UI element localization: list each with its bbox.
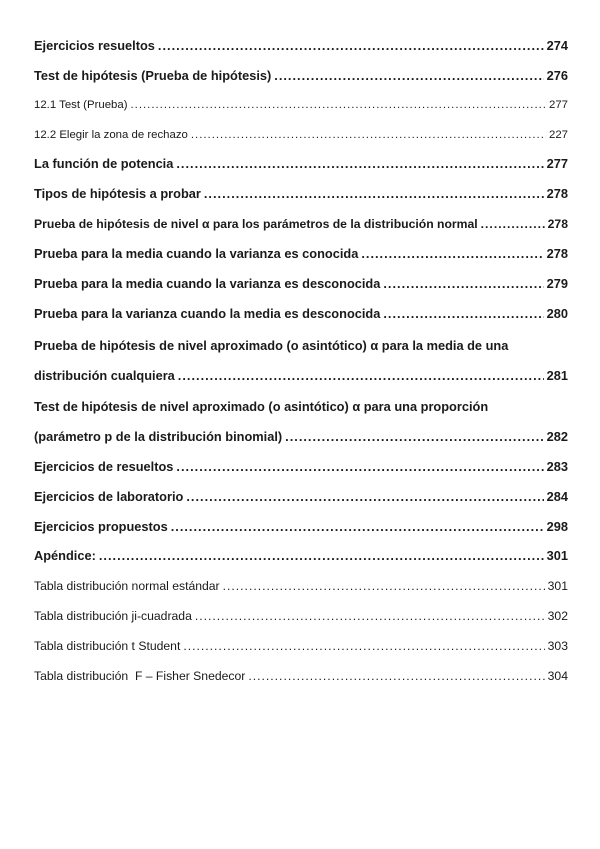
toc-entry-funcion-potencia [34,156,568,172]
toc-entry-title: Ejercicios de laboratorio [34,489,184,504]
toc-entry-apendice [34,548,568,564]
toc-entry-page: 281 [546,368,568,383]
toc-entry-tabla-t-student [34,638,568,654]
toc-entry-page: 301 [547,579,568,593]
toc-entry-title: (parámetro p de la distribución binomial) [34,429,283,444]
dot-leader [383,276,543,292]
dot-leader [186,489,543,505]
toc-entry-page: 278 [547,217,568,231]
dot-leader [481,216,545,232]
toc-entry-page: 227 [548,129,568,141]
dot-leader [191,127,546,143]
toc-entry-title: Prueba para la media cuando la varianza es desconocida [34,276,381,291]
toc-entry-page: 278 [546,246,568,261]
toc-entry-12-2-zona-rechazo [34,127,568,143]
toc-entry-tabla-ji-cuadrada [34,608,568,624]
toc-entry-title: 12.2 Elegir la zona de rechazo [34,129,188,141]
dot-leader [176,156,543,172]
toc-entry-page: 302 [547,609,568,623]
dot-leader [285,429,543,445]
toc-entry-parametro-p-binomial [34,429,568,445]
toc-entry-page: 277 [548,99,568,111]
toc-entry-ejercicios-resueltos [34,38,568,54]
toc-entry-page: 298 [546,519,568,534]
dot-leader [274,68,543,84]
toc-entry-page: 303 [547,639,568,653]
toc-entry-title: Tabla distribución F – Fisher Snedecor [34,669,246,683]
dot-leader [158,38,544,54]
toc-entry-12-1-test [34,97,568,113]
toc-entry-title: La función de potencia [34,156,174,171]
toc-entry-page: 278 [546,186,568,201]
toc-entry-page: 284 [546,489,568,504]
toc-entry-title: Tabla distribución t Student [34,639,181,653]
toc-entry-test-de-hipotesis [34,68,568,84]
dot-leader [248,668,544,684]
toc-entry-distribucion-cualquiera [34,368,568,384]
dot-leader [176,459,543,475]
dot-leader [383,306,543,322]
dot-leader [131,97,546,113]
toc-entry-title: Prueba para la media cuando la varianza es conocida [34,246,359,261]
toc-entry-page: 304 [547,669,568,683]
dot-leader [178,368,544,384]
toc-entry-tabla-normal [34,578,568,594]
toc-entry-ejercicios-laboratorio [34,489,568,505]
toc-entry-title: Ejercicios propuestos [34,519,168,534]
toc-entry-title-continued: Prueba de hipótesis de nivel aproximado (o asintótico) α para la media de una [34,338,509,353]
toc-entry-title: distribución cualquiera [34,368,175,383]
toc-entry-page: 276 [546,68,568,83]
toc-entry-title: Tabla distribución normal estándar [34,579,220,593]
toc-entry-title: Tipos de hipótesis a probar [34,186,201,201]
dot-leader [183,638,544,654]
dot-leader [99,548,544,564]
toc-entry-title: 12.1 Test (Prueba) [34,99,128,111]
toc-entry-title: Tabla distribución ji-cuadrada [34,609,192,623]
toc-entry-title: Ejercicios resueltos [34,38,155,53]
toc-entry-title: Prueba de hipótesis de nivel α para los parámetros de la distribución normal [34,217,478,231]
toc-entry-tabla-f-fisher [34,668,568,684]
dot-leader [195,608,545,624]
toc-entry-page: 277 [546,156,568,171]
toc-entry-title-continued: Test de hipótesis de nivel aproximado (o asintótico) α para una proporción [34,399,489,414]
dot-leader [171,519,544,535]
toc-entry-title: Ejercicios de resueltos [34,459,174,474]
toc-entry-title: Prueba para la varianza cuando la media es desconocida [34,306,381,321]
toc-entry-page: 283 [546,459,568,474]
toc-entry-page: 280 [546,306,568,321]
toc-entry-prueba-nivel-alfa-normal [34,216,568,232]
toc-entry-varianza-media-desconocida [34,306,568,322]
toc-entry-tipos-hipotesis [34,186,568,202]
dot-leader [204,186,544,202]
toc-entry-page: 282 [546,429,568,444]
toc-entry-media-varianza-conocida [34,246,568,262]
toc-entry-ejercicios-propuestos [34,519,568,535]
toc-entry-media-varianza-desconocida [34,276,568,292]
toc-entry-page: 274 [546,38,568,53]
toc-entry-page: 279 [546,276,568,291]
dot-leader [223,578,545,594]
toc-entry-title: Test de hipótesis (Prueba de hipótesis) [34,68,272,83]
toc-entry-page: 301 [546,548,568,563]
dot-leader [361,246,543,262]
toc-entry-ejercicios-de-resueltos [34,459,568,475]
toc-entry-title: Apéndice: [34,548,96,563]
